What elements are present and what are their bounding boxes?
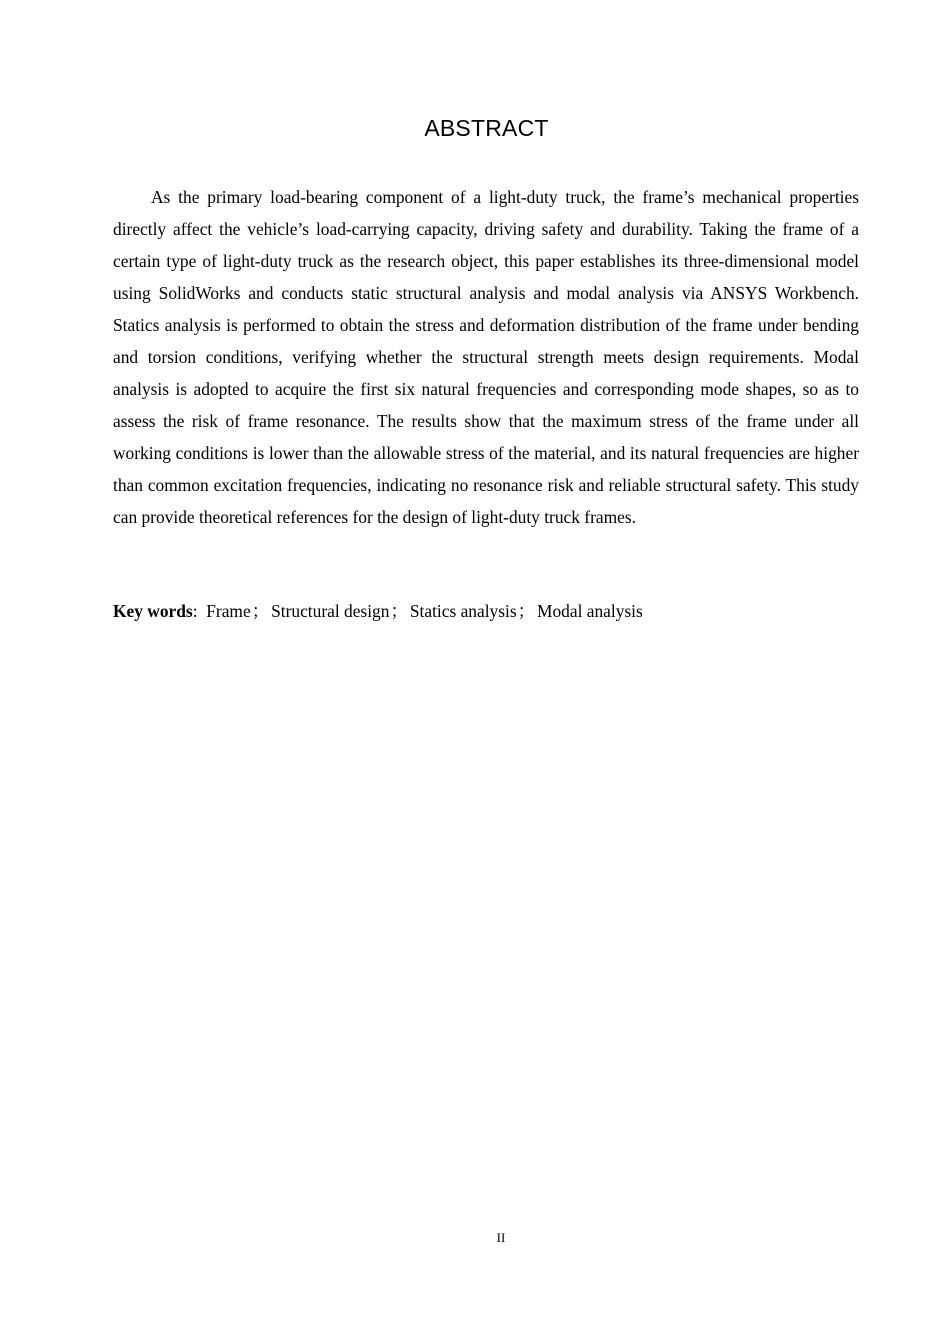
abstract-title: ABSTRACT (424, 115, 549, 141)
keywords-label: Key words (113, 601, 193, 621)
keywords-colon: : (192, 601, 198, 621)
keyword-separator: ； (517, 601, 535, 621)
keyword-item: Structural design (271, 601, 390, 621)
keyword-separator: ； (390, 601, 408, 621)
abstract-paragraph: As the primary load-bearing component of a light-duty truck, the frame’s mechanical properties directly affect the vehicle’s load-carrying capacity, driving safety and durability. Taking the frame of a certain type of light-duty truck as the research object, this paper establishes its three-dimensional model using SolidWorks and conducts static structural analysis and modal analysis via ANSYS Workbench. Statics analysis is performed to obtain the stress and deformation distribution of the frame under bending and torsion conditions, verifying whether the structural strength meets design requirements. Modal analysis is adopted to acquire the first six natural frequencies and corresponding mode shapes, so as to assess the risk of frame resonance. The results show that the maximum stress of the frame under all working conditions is lower than the allowable stress of the material, and its natural frequencies are higher than common excitation frequencies, indicating no resonance risk and reliable structural safety. This study can provide theoretical references for the design of light-duty truck frames. (113, 187, 859, 527)
keyword-item: Modal analysis (537, 601, 643, 621)
keyword-item: Statics analysis (409, 601, 517, 621)
keywords-line (113, 595, 859, 627)
keyword-item: Frame (206, 601, 251, 621)
page-number: II (496, 1230, 506, 1245)
keyword-separator: ； (251, 601, 270, 621)
